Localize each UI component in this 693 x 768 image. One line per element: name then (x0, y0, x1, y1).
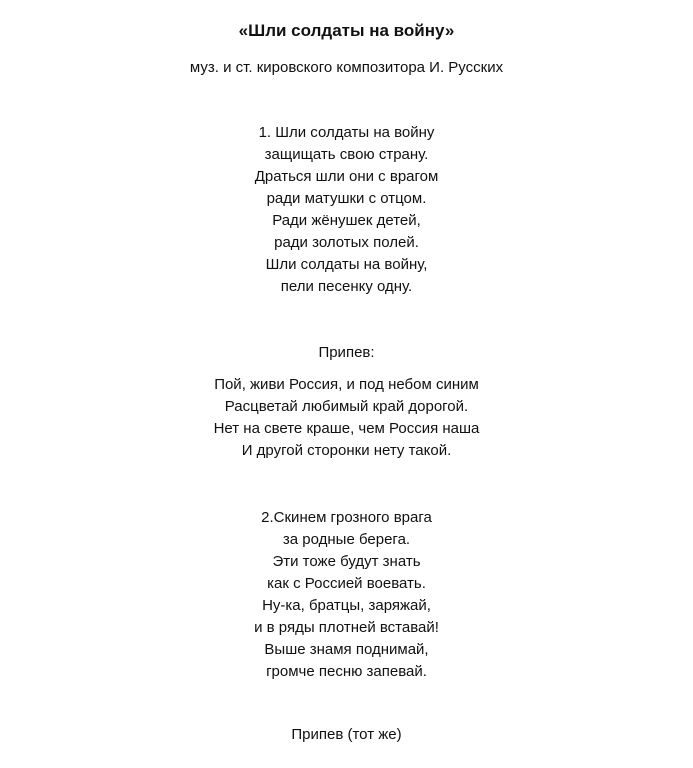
verse-2 (0, 507, 693, 683)
verse-line: Драться шли они с врагом (254, 168, 439, 185)
verse-line: Выше знамя поднимай, (264, 641, 429, 658)
verse-line: Шли солдаты на войну, (265, 256, 428, 273)
song-title: «Шли солдаты на войну» (238, 21, 455, 40)
chorus-line: И другой сторонки нету такой. (241, 442, 452, 459)
verse-line: 1. Шли солдаты на войну (258, 124, 435, 141)
verse-line: защищать свою страну. (264, 146, 429, 163)
chorus-line: Расцветай любимый край дорогой. (224, 398, 469, 415)
verse-line: как с Россией воевать. (267, 575, 426, 592)
chorus-line: Пой, живи Россия, и под небом синим (214, 376, 479, 393)
chorus (0, 374, 693, 462)
verse-line: пели песенку одну. (280, 278, 413, 295)
verse-line: Эти тоже будут знать (272, 553, 421, 570)
verse-line: ради матушки с отцом. (266, 190, 427, 207)
song-credits: муз. и ст. кировского композитора И. Русских (189, 59, 504, 76)
verse-line: 2.Скинем грозного врага (261, 509, 432, 526)
chorus-line: Нет на свете краше, чем Россия наша (213, 420, 480, 437)
verse-line: за родные берега. (282, 531, 411, 548)
verse-line: и в ряды плотней вставай! (254, 619, 439, 636)
verse-line: громче песню запевай. (266, 663, 427, 680)
verse-1 (0, 122, 693, 298)
final-chorus-heading: Припев (тот же) (291, 726, 402, 743)
verse-line: ради золотых полей. (274, 234, 419, 251)
verse-line: Ради жёнушек детей, (272, 212, 421, 229)
verse-line: Ну-ка, братцы, заряжай, (262, 597, 431, 614)
chorus-heading: Припев: (318, 344, 375, 361)
